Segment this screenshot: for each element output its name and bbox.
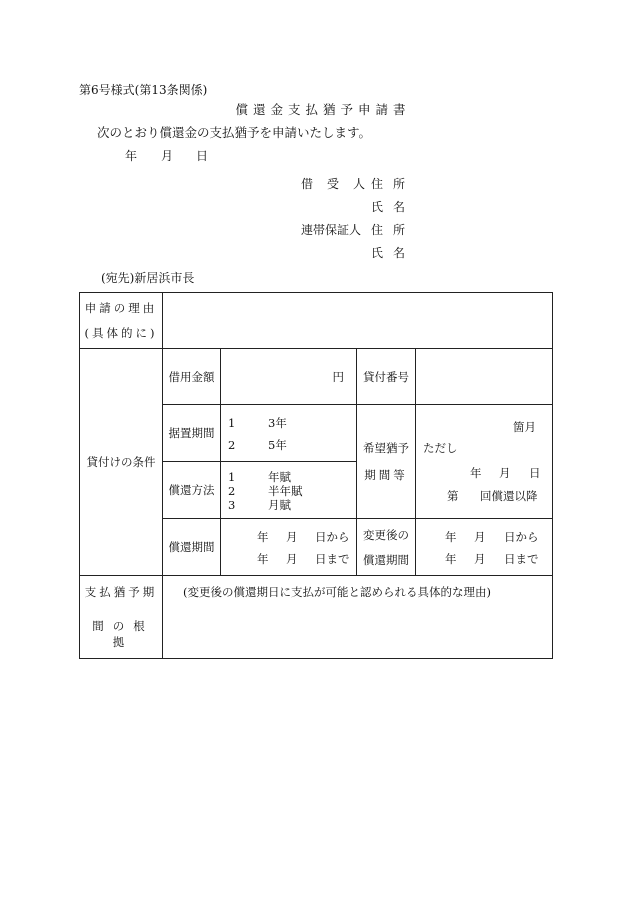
desired-period-cell[interactable]: [416, 405, 553, 519]
reason-input[interactable]: [163, 293, 553, 349]
repayment-period-label-cell: [163, 519, 221, 576]
repayment-option-1-text[interactable]: 年賦: [268, 470, 291, 484]
guarantor-address-label: 住所: [371, 223, 416, 237]
changed-from-month: 月: [474, 530, 486, 544]
intro-text: 次のとおり償還金の支払猶予を申請いたします。: [97, 125, 372, 140]
yen-unit: 円: [332, 369, 344, 384]
basis-label-line2: 間の根拠: [92, 619, 154, 649]
repayment-option-3-text[interactable]: 月賦: [268, 498, 291, 512]
deferment-option-2-text[interactable]: 5年: [268, 438, 287, 452]
reason-label-cell: [80, 293, 163, 349]
loan-number-label: 貸付番号: [363, 369, 409, 384]
from-repayment-suffix: 回償還以降: [480, 488, 538, 503]
reason-label-line1: 申請の理由: [84, 301, 158, 315]
desired-period-label-cell: [357, 405, 416, 519]
repayment-method-label-cell: [163, 462, 221, 519]
desired-period-label-line1: 希望猶予: [363, 441, 409, 455]
guarantor-name-label: 氏名: [371, 246, 416, 260]
from-day: 日: [529, 465, 541, 480]
proviso-label: ただし: [423, 440, 458, 455]
loan-amount-label: 借用金額: [168, 369, 215, 384]
date-month: 月: [161, 149, 174, 163]
basis-note: (変更後の償還期日に支払が可能と認められる具体的な理由): [183, 585, 491, 599]
repayment-option-1-number: 1: [228, 470, 236, 484]
desired-period-label-line2: 期間等: [364, 468, 408, 482]
changed-period-input[interactable]: [416, 519, 553, 576]
form-number: 第6号様式(第13条関係): [79, 83, 208, 97]
date-year: 年: [125, 149, 138, 163]
document-title: 償還金支払猶予申請書: [235, 102, 411, 117]
deferment-option-1-text[interactable]: 3年: [268, 416, 287, 430]
deferment-label-cell: [163, 405, 221, 462]
borrower-label: 借受人: [301, 177, 380, 191]
borrower-name-label: 氏名: [371, 200, 416, 214]
period-from-suffix: 日から: [315, 530, 350, 544]
from-repayment-prefix: 第: [447, 488, 459, 503]
application-form-table: [79, 292, 553, 659]
repayment-period-input[interactable]: [221, 519, 357, 576]
conditions-label: 貸付けの条件: [86, 455, 156, 469]
from-year: 年: [470, 465, 482, 480]
changed-from-suffix: 日から: [504, 530, 539, 544]
repayment-method-label: 償還方法: [168, 483, 215, 497]
period-to-month: 月: [286, 552, 298, 566]
changed-period-label-line1: 変更後の: [363, 527, 409, 542]
period-to-suffix: 日まで: [315, 552, 350, 566]
basis-label-cell: [80, 576, 163, 659]
basis-input[interactable]: [163, 576, 553, 659]
period-to-year: 年: [257, 552, 269, 566]
repayment-option-2-text[interactable]: 半年賦: [268, 484, 303, 498]
loan-amount-label-cell: [163, 349, 221, 405]
deferment-options: [221, 405, 357, 462]
addressee: (宛先)新居浜市長: [101, 271, 195, 285]
from-month: 月: [499, 465, 511, 480]
deferment-option-1-number: 1: [228, 416, 236, 430]
changed-to-suffix: 日まで: [504, 552, 539, 566]
borrower-address-label: 住所: [371, 177, 416, 191]
period-from-month: 月: [286, 530, 298, 544]
deferment-label: 据置期間: [168, 426, 215, 440]
changed-to-year: 年: [445, 552, 457, 566]
changed-period-label-cell: [357, 519, 416, 576]
changed-period-label-line2: 償還期間: [363, 552, 409, 567]
guarantor-label: 連帯保証人: [301, 223, 362, 237]
basis-label-line1: 支払猶予期: [84, 585, 158, 599]
repayment-method-options: [221, 462, 357, 519]
repayment-option-2-number: 2: [228, 484, 236, 498]
loan-number-input[interactable]: [416, 349, 553, 405]
reason-label-line2: (具体的に): [84, 326, 158, 340]
repayment-period-label: 償還期間: [168, 540, 215, 554]
months-suffix: 箇月: [513, 419, 536, 434]
loan-amount-input[interactable]: [221, 349, 357, 405]
deferment-option-2-number: 2: [228, 438, 236, 452]
changed-from-year: 年: [445, 530, 457, 544]
changed-to-month: 月: [474, 552, 486, 566]
loan-number-label-cell: [357, 349, 416, 405]
repayment-option-3-number: 3: [228, 498, 236, 512]
date-day: 日: [196, 149, 209, 163]
period-from-year: 年: [257, 530, 269, 544]
conditions-label-cell: [80, 349, 163, 576]
